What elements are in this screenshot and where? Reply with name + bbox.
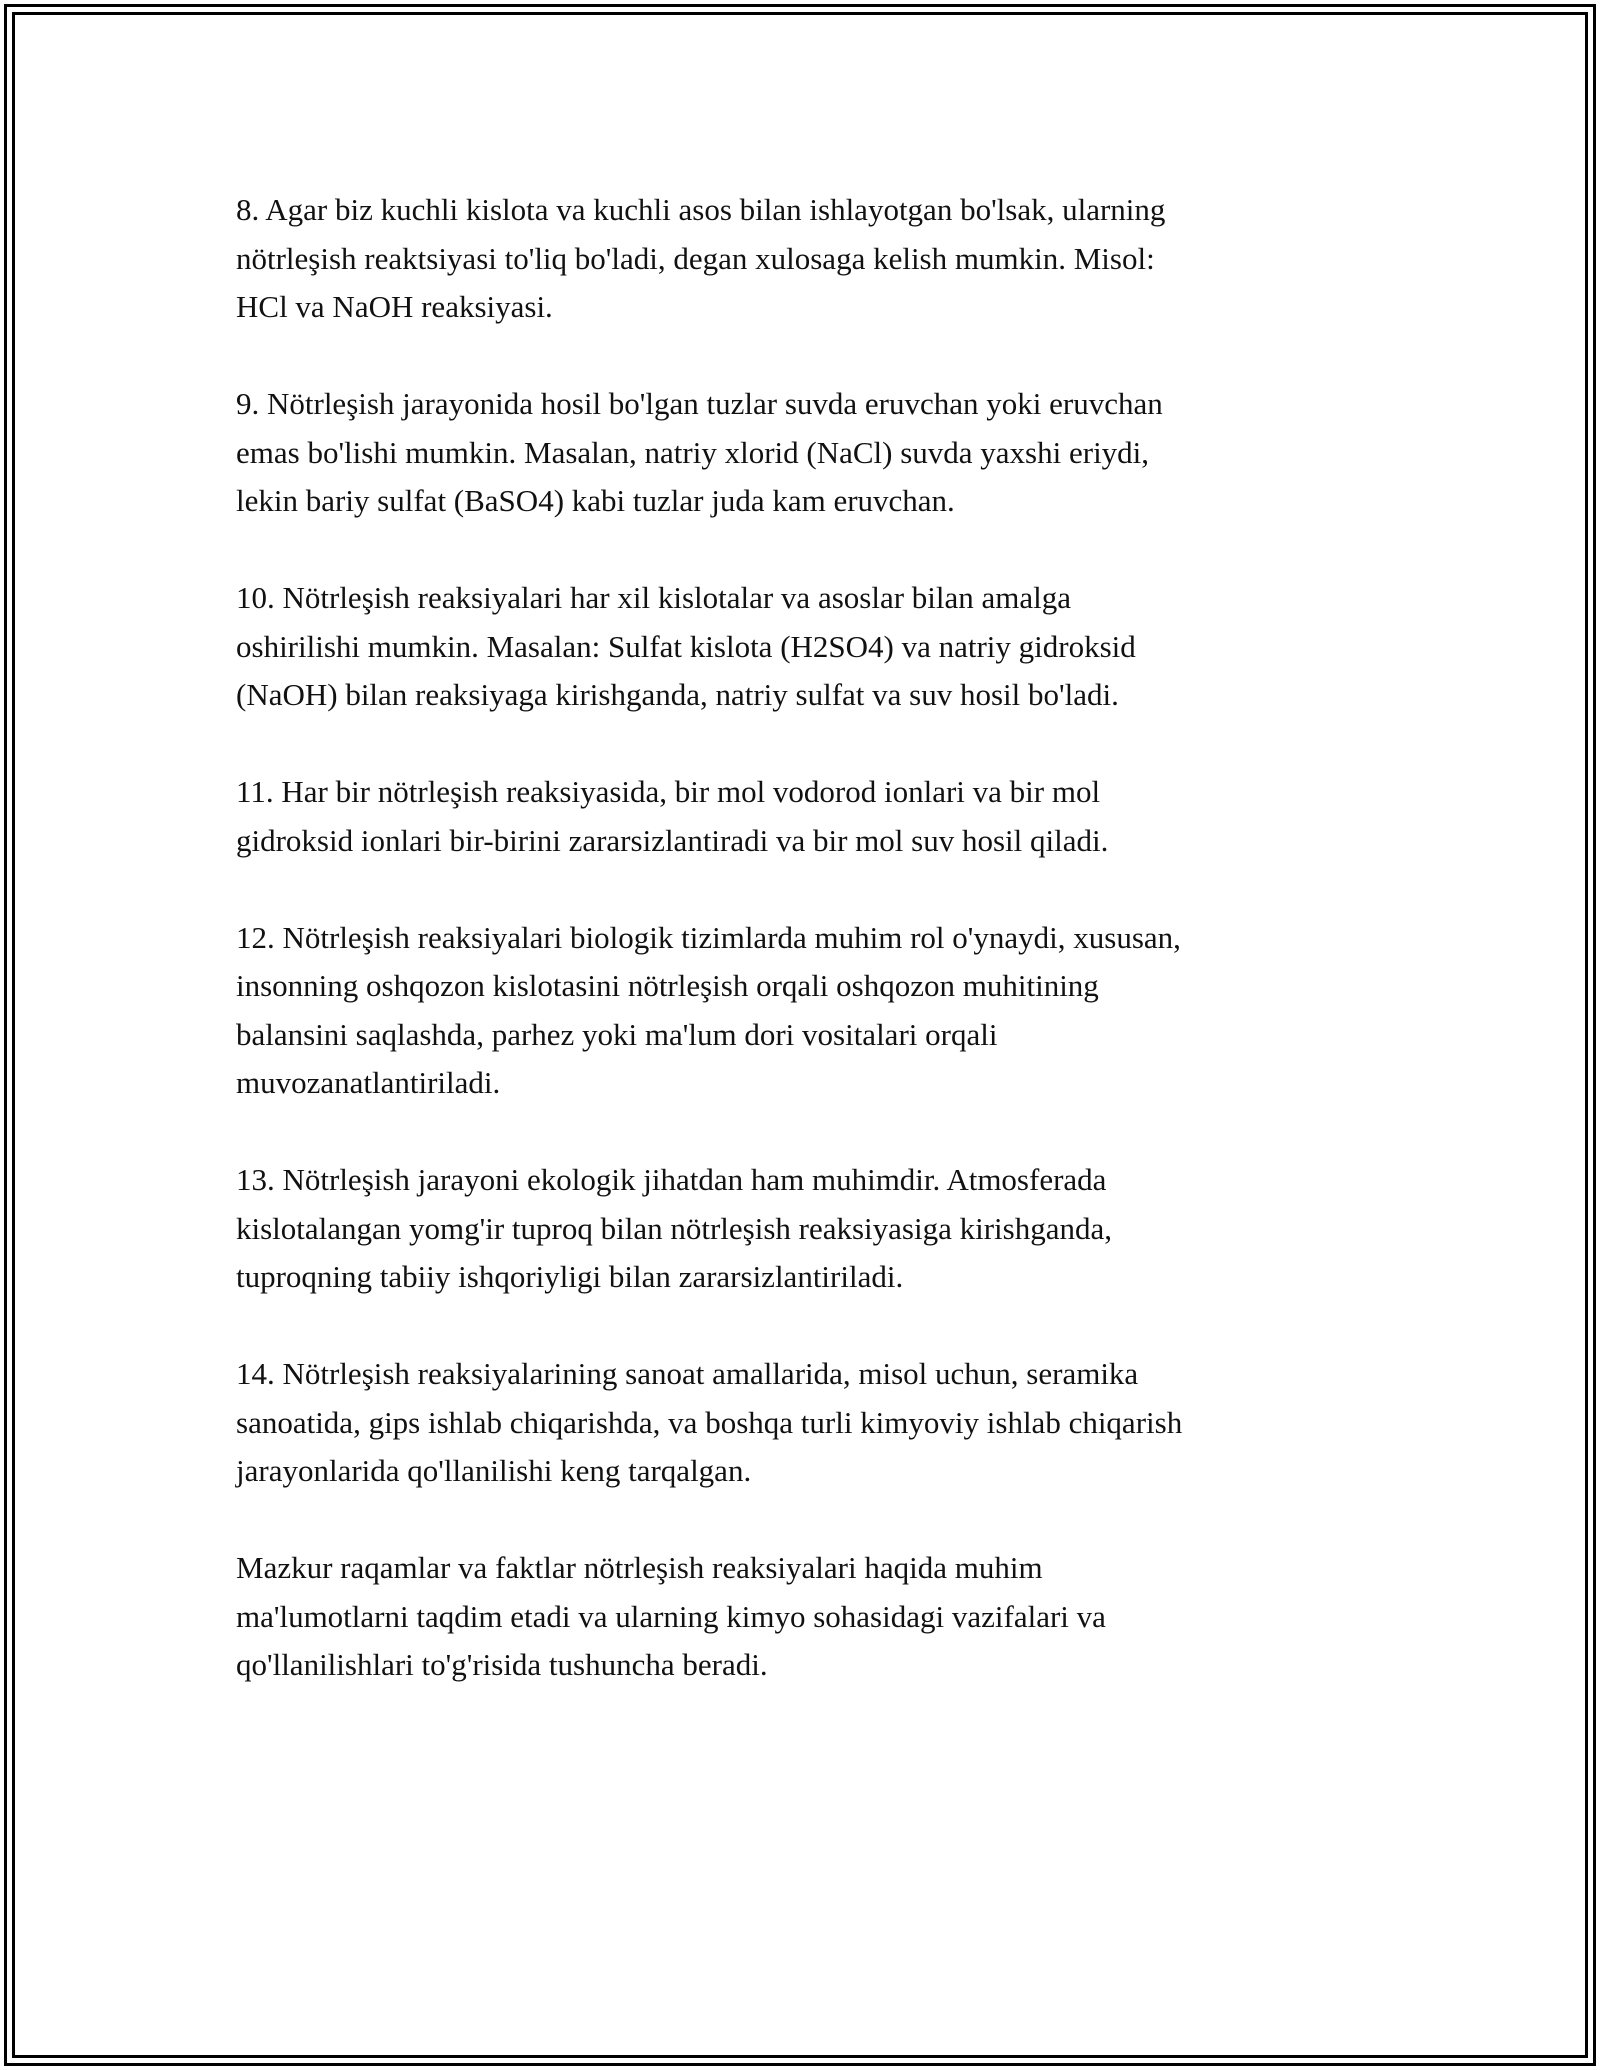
paragraph-10: 10. Nötrleşish reaksiyalari har xil kislotalar va asoslar bilan amalga oshirilishi mumkin. Masalan: Sulfat kislota (H2SO4) va natriy gidroksid (NaOH) bilan reaksiyaga kirishganda, natriy sulfat va suv hosil bo'ladi. (236, 580, 1136, 712)
paragraph-11: 11. Har bir nötrleşish reaksiyasida, bir mol vodorod ionlari va bir mol gidroksid ionlari bir-birini zararsizlantiradi va bir mol suv hosil qiladi. (236, 774, 1109, 858)
paragraph-conclusion: Mazkur raqamlar va faktlar nötrleşish reaksiyalari haqida muhim ma'lumotlarni taqdim etadi va ularning kimyo sohasidagi vazifalari va qo'llanilishlari to'g'risida tushuncha beradi. (236, 1550, 1106, 1682)
document-body (236, 186, 1386, 1738)
paragraph-13: 13. Nötrleşish jarayoni ekologik jihatdan ham muhimdir. Atmosferada kislotalangan yomg'ir tuproq bilan nötrleşish reaksiyasiga kirishganda, tuproqning tabiiy ishqoriyligi bilan zararsizlantiriladi. (236, 1162, 1112, 1294)
paragraph-12: 12. Nötrleşish reaksiyalari biologik tizimlarda muhim rol o'ynaydi, xususan, insonning oshqozon kislotasini nötrleşish orqali oshqozon muhitining balansini saqlashda, parhez yoki ma'lum dori vositalari orqali muvozanatlantiriladi. (236, 919, 1181, 1100)
paragraph-14: 14. Nötrleşish reaksiyalarining sanoat amallarida, misol uchun, seramika sanoatida, gips ishlab chiqarishda, va boshqa turli kimyoviy ishlab chiqarish jarayonlarida qo'llanilishi keng tarqalgan. (236, 1356, 1183, 1488)
paragraph-9: 9. Nötrleşish jarayonida hosil bo'lgan tuzlar suvda eruvchan yoki eruvchan emas bo'lishi mumkin. Masalan, natriy xlorid (NaCl) suvda yaxshi eriydi, lekin bariy sulfat (BaSO4) kabi tuzlar juda kam eruvchan. (236, 386, 1163, 518)
paragraph-8: 8. Agar biz kuchli kislota va kuchli asos bilan ishlayotgan bo'lsak, ularning nötrleşish reaktsiyasi to'liq bo'ladi, degan xulosaga kelish mumkin. Misol: HCl va NaOH reaksiyasi. (236, 192, 1166, 324)
